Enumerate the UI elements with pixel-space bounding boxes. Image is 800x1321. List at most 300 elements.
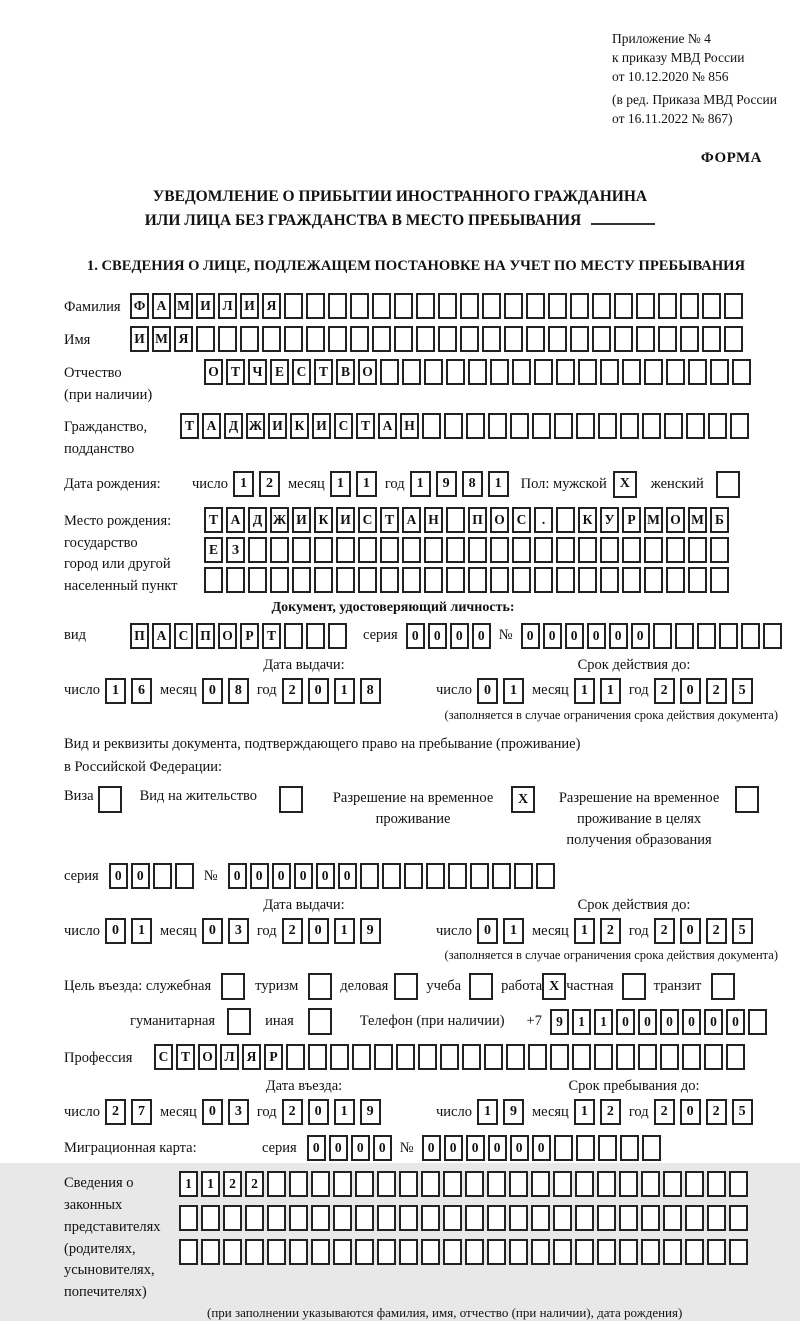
- char-box[interactable]: [399, 1171, 418, 1197]
- char-box[interactable]: [592, 293, 611, 319]
- char-box[interactable]: [509, 1205, 528, 1231]
- char-box[interactable]: 0: [543, 623, 562, 649]
- char-box[interactable]: [741, 623, 760, 649]
- char-box[interactable]: [512, 359, 531, 385]
- char-box[interactable]: 2: [654, 678, 675, 704]
- char-box[interactable]: [245, 1239, 264, 1265]
- char-box[interactable]: [707, 1239, 726, 1265]
- char-box[interactable]: [245, 1205, 264, 1231]
- char-box[interactable]: [328, 326, 347, 352]
- char-box[interactable]: [710, 537, 729, 563]
- char-box[interactable]: 0: [202, 918, 223, 944]
- char-box[interactable]: 0: [660, 1009, 679, 1035]
- business-checkbox[interactable]: [394, 973, 418, 1000]
- char-box[interactable]: [153, 863, 172, 889]
- char-box[interactable]: [556, 507, 575, 533]
- char-box[interactable]: [619, 1171, 638, 1197]
- char-box[interactable]: [490, 359, 509, 385]
- gender-male-checkbox[interactable]: X: [613, 471, 637, 498]
- char-box[interactable]: [638, 1044, 657, 1070]
- temp-residence-edu-checkbox[interactable]: [735, 786, 759, 813]
- char-box[interactable]: [267, 1205, 286, 1231]
- char-box[interactable]: [350, 293, 369, 319]
- char-box[interactable]: Т: [176, 1044, 195, 1070]
- char-box[interactable]: 2: [282, 678, 303, 704]
- char-box[interactable]: 1: [334, 1099, 355, 1125]
- char-box[interactable]: [424, 359, 443, 385]
- char-box[interactable]: П: [196, 623, 215, 649]
- char-box[interactable]: 0: [565, 623, 584, 649]
- char-box[interactable]: [421, 1205, 440, 1231]
- char-box[interactable]: 7: [131, 1099, 152, 1125]
- char-box[interactable]: [460, 326, 479, 352]
- char-box[interactable]: 3: [228, 1099, 249, 1125]
- char-box[interactable]: [443, 1171, 462, 1197]
- char-box[interactable]: А: [202, 413, 221, 439]
- char-box[interactable]: Р: [240, 623, 259, 649]
- char-box[interactable]: [377, 1171, 396, 1197]
- char-box[interactable]: Я: [174, 326, 193, 352]
- char-box[interactable]: [360, 863, 379, 889]
- char-box[interactable]: [328, 293, 347, 319]
- char-box[interactable]: 0: [308, 1099, 329, 1125]
- char-box[interactable]: 2: [654, 918, 675, 944]
- char-box[interactable]: 1: [477, 1099, 498, 1125]
- char-box[interactable]: 1: [594, 1009, 613, 1035]
- char-box[interactable]: 0: [444, 1135, 463, 1161]
- char-box[interactable]: О: [204, 359, 223, 385]
- char-box[interactable]: [377, 1205, 396, 1231]
- char-box[interactable]: И: [130, 326, 149, 352]
- char-box[interactable]: [534, 567, 553, 593]
- char-box[interactable]: [218, 326, 237, 352]
- char-box[interactable]: И: [196, 293, 215, 319]
- char-box[interactable]: 0: [250, 863, 269, 889]
- char-box[interactable]: 0: [308, 678, 329, 704]
- char-box[interactable]: [506, 1044, 525, 1070]
- char-box[interactable]: Т: [262, 623, 281, 649]
- char-box[interactable]: [399, 1239, 418, 1265]
- char-box[interactable]: И: [268, 413, 287, 439]
- char-box[interactable]: [424, 537, 443, 563]
- char-box[interactable]: 2: [105, 1099, 126, 1125]
- char-box[interactable]: [622, 537, 641, 563]
- char-box[interactable]: [175, 863, 194, 889]
- char-box[interactable]: [487, 1239, 506, 1265]
- char-box[interactable]: [553, 1171, 572, 1197]
- char-box[interactable]: [248, 537, 267, 563]
- char-box[interactable]: 1: [334, 918, 355, 944]
- char-box[interactable]: [240, 326, 259, 352]
- char-box[interactable]: [504, 326, 523, 352]
- char-box[interactable]: 0: [338, 863, 357, 889]
- char-box[interactable]: 0: [631, 623, 650, 649]
- char-box[interactable]: Л: [220, 1044, 239, 1070]
- char-box[interactable]: 1: [410, 471, 431, 497]
- char-box[interactable]: [664, 413, 683, 439]
- char-box[interactable]: [289, 1239, 308, 1265]
- char-box[interactable]: [532, 413, 551, 439]
- char-box[interactable]: 0: [477, 678, 498, 704]
- char-box[interactable]: 5: [732, 1099, 753, 1125]
- char-box[interactable]: [642, 1135, 661, 1161]
- char-box[interactable]: [179, 1205, 198, 1231]
- char-box[interactable]: 0: [638, 1009, 657, 1035]
- char-box[interactable]: 0: [466, 1135, 485, 1161]
- char-box[interactable]: 0: [682, 1009, 701, 1035]
- char-box[interactable]: И: [336, 507, 355, 533]
- char-box[interactable]: [426, 863, 445, 889]
- char-box[interactable]: [597, 1239, 616, 1265]
- char-box[interactable]: [666, 567, 685, 593]
- char-box[interactable]: И: [240, 293, 259, 319]
- char-box[interactable]: 0: [228, 863, 247, 889]
- char-box[interactable]: [201, 1239, 220, 1265]
- char-box[interactable]: [355, 1205, 374, 1231]
- char-box[interactable]: [267, 1239, 286, 1265]
- char-box[interactable]: [292, 567, 311, 593]
- char-box[interactable]: [688, 537, 707, 563]
- char-box[interactable]: [576, 1135, 595, 1161]
- char-box[interactable]: [446, 567, 465, 593]
- char-box[interactable]: Я: [242, 1044, 261, 1070]
- char-box[interactable]: М: [152, 326, 171, 352]
- char-box[interactable]: 6: [131, 678, 152, 704]
- char-box[interactable]: [576, 413, 595, 439]
- char-box[interactable]: [421, 1171, 440, 1197]
- char-box[interactable]: [330, 1044, 349, 1070]
- char-box[interactable]: [377, 1239, 396, 1265]
- char-box[interactable]: 0: [532, 1135, 551, 1161]
- char-box[interactable]: [653, 623, 672, 649]
- char-box[interactable]: [688, 359, 707, 385]
- char-box[interactable]: [663, 1239, 682, 1265]
- char-box[interactable]: [729, 1171, 748, 1197]
- char-box[interactable]: [620, 1135, 639, 1161]
- char-box[interactable]: [510, 413, 529, 439]
- char-box[interactable]: 3: [228, 918, 249, 944]
- char-box[interactable]: [284, 293, 303, 319]
- char-box[interactable]: [528, 1044, 547, 1070]
- char-box[interactable]: 1: [233, 471, 254, 497]
- char-box[interactable]: [526, 293, 545, 319]
- char-box[interactable]: 1: [600, 678, 621, 704]
- char-box[interactable]: А: [152, 623, 171, 649]
- char-box[interactable]: [358, 537, 377, 563]
- private-checkbox[interactable]: [622, 973, 646, 1000]
- char-box[interactable]: [644, 567, 663, 593]
- char-box[interactable]: О: [358, 359, 377, 385]
- char-box[interactable]: [306, 293, 325, 319]
- char-box[interactable]: [531, 1171, 550, 1197]
- char-box[interactable]: [204, 567, 223, 593]
- char-box[interactable]: [614, 293, 633, 319]
- char-box[interactable]: [622, 567, 641, 593]
- char-box[interactable]: Т: [226, 359, 245, 385]
- char-box[interactable]: К: [314, 507, 333, 533]
- char-box[interactable]: 9: [550, 1009, 569, 1035]
- char-box[interactable]: О: [666, 507, 685, 533]
- char-box[interactable]: [440, 1044, 459, 1070]
- char-box[interactable]: [536, 863, 555, 889]
- char-box[interactable]: [729, 1239, 748, 1265]
- char-box[interactable]: [685, 1239, 704, 1265]
- char-box[interactable]: [556, 537, 575, 563]
- char-box[interactable]: [641, 1239, 660, 1265]
- char-box[interactable]: [600, 567, 619, 593]
- char-box[interactable]: [196, 326, 215, 352]
- char-box[interactable]: [512, 537, 531, 563]
- char-box[interactable]: [616, 1044, 635, 1070]
- char-box[interactable]: 0: [587, 623, 606, 649]
- char-box[interactable]: [468, 567, 487, 593]
- char-box[interactable]: [578, 567, 597, 593]
- char-box[interactable]: [597, 1171, 616, 1197]
- char-box[interactable]: [636, 326, 655, 352]
- char-box[interactable]: [763, 623, 782, 649]
- char-box[interactable]: 0: [329, 1135, 348, 1161]
- char-box[interactable]: [620, 413, 639, 439]
- char-box[interactable]: [594, 1044, 613, 1070]
- char-box[interactable]: Л: [218, 293, 237, 319]
- char-box[interactable]: [666, 359, 685, 385]
- char-box[interactable]: С: [334, 413, 353, 439]
- char-box[interactable]: [548, 293, 567, 319]
- char-box[interactable]: Ф: [130, 293, 149, 319]
- char-box[interactable]: [465, 1205, 484, 1231]
- char-box[interactable]: [311, 1239, 330, 1265]
- char-box[interactable]: [578, 537, 597, 563]
- char-box[interactable]: И: [292, 507, 311, 533]
- char-box[interactable]: 0: [510, 1135, 529, 1161]
- char-box[interactable]: 0: [131, 863, 150, 889]
- char-box[interactable]: [660, 1044, 679, 1070]
- char-box[interactable]: [572, 1044, 591, 1070]
- char-box[interactable]: [444, 413, 463, 439]
- char-box[interactable]: [641, 1171, 660, 1197]
- char-box[interactable]: Р: [622, 507, 641, 533]
- char-box[interactable]: [284, 623, 303, 649]
- business-trip-checkbox[interactable]: [221, 973, 245, 1000]
- char-box[interactable]: [619, 1239, 638, 1265]
- char-box[interactable]: Т: [380, 507, 399, 533]
- char-box[interactable]: [642, 413, 661, 439]
- char-box[interactable]: [685, 1171, 704, 1197]
- char-box[interactable]: [333, 1239, 352, 1265]
- char-box[interactable]: [578, 359, 597, 385]
- char-box[interactable]: [179, 1239, 198, 1265]
- char-box[interactable]: 1: [574, 918, 595, 944]
- char-box[interactable]: В: [336, 359, 355, 385]
- char-box[interactable]: [730, 413, 749, 439]
- char-box[interactable]: [314, 567, 333, 593]
- char-box[interactable]: .: [534, 507, 553, 533]
- char-box[interactable]: 0: [373, 1135, 392, 1161]
- char-box[interactable]: [680, 326, 699, 352]
- study-checkbox[interactable]: [469, 973, 493, 1000]
- char-box[interactable]: [548, 326, 567, 352]
- char-box[interactable]: [553, 1239, 572, 1265]
- char-box[interactable]: А: [152, 293, 171, 319]
- char-box[interactable]: [421, 1239, 440, 1265]
- char-box[interactable]: Р: [264, 1044, 283, 1070]
- char-box[interactable]: [492, 863, 511, 889]
- char-box[interactable]: 2: [223, 1171, 242, 1197]
- char-box[interactable]: О: [490, 507, 509, 533]
- char-box[interactable]: [575, 1171, 594, 1197]
- char-box[interactable]: [641, 1205, 660, 1231]
- char-box[interactable]: З: [226, 537, 245, 563]
- humanitarian-checkbox[interactable]: [227, 1008, 251, 1035]
- char-box[interactable]: 0: [488, 1135, 507, 1161]
- tourism-checkbox[interactable]: [308, 973, 332, 1000]
- other-checkbox[interactable]: [308, 1008, 332, 1035]
- char-box[interactable]: М: [688, 507, 707, 533]
- char-box[interactable]: [619, 1205, 638, 1231]
- char-box[interactable]: [372, 326, 391, 352]
- char-box[interactable]: [358, 567, 377, 593]
- char-box[interactable]: [488, 413, 507, 439]
- char-box[interactable]: 2: [706, 678, 727, 704]
- char-box[interactable]: [622, 359, 641, 385]
- char-box[interactable]: [514, 863, 533, 889]
- char-box[interactable]: [708, 413, 727, 439]
- char-box[interactable]: [597, 1205, 616, 1231]
- char-box[interactable]: 8: [462, 471, 483, 497]
- char-box[interactable]: 2: [259, 471, 280, 497]
- char-box[interactable]: [534, 537, 553, 563]
- char-box[interactable]: [553, 1205, 572, 1231]
- char-box[interactable]: [336, 567, 355, 593]
- char-box[interactable]: 5: [732, 678, 753, 704]
- char-box[interactable]: [663, 1171, 682, 1197]
- char-box[interactable]: Т: [356, 413, 375, 439]
- char-box[interactable]: М: [174, 293, 193, 319]
- char-box[interactable]: [685, 1205, 704, 1231]
- char-box[interactable]: 0: [680, 678, 701, 704]
- gender-female-checkbox[interactable]: [716, 471, 740, 498]
- char-box[interactable]: [267, 1171, 286, 1197]
- char-box[interactable]: К: [578, 507, 597, 533]
- char-box[interactable]: 0: [680, 1099, 701, 1125]
- char-box[interactable]: [270, 567, 289, 593]
- char-box[interactable]: Д: [248, 507, 267, 533]
- char-box[interactable]: [460, 293, 479, 319]
- char-box[interactable]: 1: [488, 471, 509, 497]
- char-box[interactable]: [658, 293, 677, 319]
- char-box[interactable]: [598, 413, 617, 439]
- char-box[interactable]: 1: [105, 678, 126, 704]
- char-box[interactable]: [333, 1205, 352, 1231]
- char-box[interactable]: 0: [450, 623, 469, 649]
- char-box[interactable]: [394, 293, 413, 319]
- char-box[interactable]: 0: [472, 623, 491, 649]
- char-box[interactable]: [416, 326, 435, 352]
- char-box[interactable]: [289, 1205, 308, 1231]
- char-box[interactable]: [575, 1205, 594, 1231]
- char-box[interactable]: [306, 326, 325, 352]
- char-box[interactable]: [333, 1171, 352, 1197]
- char-box[interactable]: 2: [706, 1099, 727, 1125]
- char-box[interactable]: [675, 623, 694, 649]
- char-box[interactable]: [262, 326, 281, 352]
- visa-checkbox[interactable]: [98, 786, 122, 813]
- char-box[interactable]: [487, 1171, 506, 1197]
- char-box[interactable]: [446, 507, 465, 533]
- char-box[interactable]: [710, 567, 729, 593]
- char-box[interactable]: [550, 1044, 569, 1070]
- char-box[interactable]: [666, 537, 685, 563]
- char-box[interactable]: [311, 1171, 330, 1197]
- char-box[interactable]: [487, 1205, 506, 1231]
- char-box[interactable]: 1: [131, 918, 152, 944]
- residence-permit-checkbox[interactable]: [279, 786, 303, 813]
- char-box[interactable]: [570, 293, 589, 319]
- char-box[interactable]: [336, 537, 355, 563]
- char-box[interactable]: [468, 537, 487, 563]
- char-box[interactable]: [289, 1171, 308, 1197]
- char-box[interactable]: [380, 359, 399, 385]
- char-box[interactable]: [526, 326, 545, 352]
- char-box[interactable]: [556, 567, 575, 593]
- char-box[interactable]: [424, 567, 443, 593]
- char-box[interactable]: 1: [179, 1171, 198, 1197]
- char-box[interactable]: 1: [574, 1099, 595, 1125]
- work-checkbox[interactable]: X: [542, 973, 566, 1000]
- char-box[interactable]: [680, 293, 699, 319]
- char-box[interactable]: [554, 413, 573, 439]
- char-box[interactable]: [663, 1205, 682, 1231]
- char-box[interactable]: М: [644, 507, 663, 533]
- char-box[interactable]: [531, 1205, 550, 1231]
- char-box[interactable]: [484, 1044, 503, 1070]
- char-box[interactable]: 0: [308, 918, 329, 944]
- char-box[interactable]: [446, 359, 465, 385]
- char-box[interactable]: [201, 1205, 220, 1231]
- char-box[interactable]: 0: [422, 1135, 441, 1161]
- char-box[interactable]: [482, 326, 501, 352]
- char-box[interactable]: 0: [105, 918, 126, 944]
- char-box[interactable]: Я: [262, 293, 281, 319]
- temp-residence-checkbox[interactable]: X: [511, 786, 535, 813]
- char-box[interactable]: [380, 537, 399, 563]
- char-box[interactable]: [402, 567, 421, 593]
- char-box[interactable]: [328, 623, 347, 649]
- char-box[interactable]: [396, 1044, 415, 1070]
- char-box[interactable]: [399, 1205, 418, 1231]
- char-box[interactable]: [466, 413, 485, 439]
- char-box[interactable]: [575, 1239, 594, 1265]
- char-box[interactable]: С: [154, 1044, 173, 1070]
- char-box[interactable]: А: [378, 413, 397, 439]
- char-box[interactable]: [314, 537, 333, 563]
- char-box[interactable]: [512, 567, 531, 593]
- char-box[interactable]: [465, 1171, 484, 1197]
- char-box[interactable]: Ч: [248, 359, 267, 385]
- char-box[interactable]: 9: [436, 471, 457, 497]
- char-box[interactable]: [438, 326, 457, 352]
- char-box[interactable]: [482, 293, 501, 319]
- char-box[interactable]: [404, 863, 423, 889]
- char-box[interactable]: [748, 1009, 767, 1035]
- char-box[interactable]: [292, 537, 311, 563]
- char-box[interactable]: Б: [710, 507, 729, 533]
- char-box[interactable]: [598, 1135, 617, 1161]
- char-box[interactable]: [394, 326, 413, 352]
- char-box[interactable]: [380, 567, 399, 593]
- char-box[interactable]: [448, 863, 467, 889]
- char-box[interactable]: 2: [245, 1171, 264, 1197]
